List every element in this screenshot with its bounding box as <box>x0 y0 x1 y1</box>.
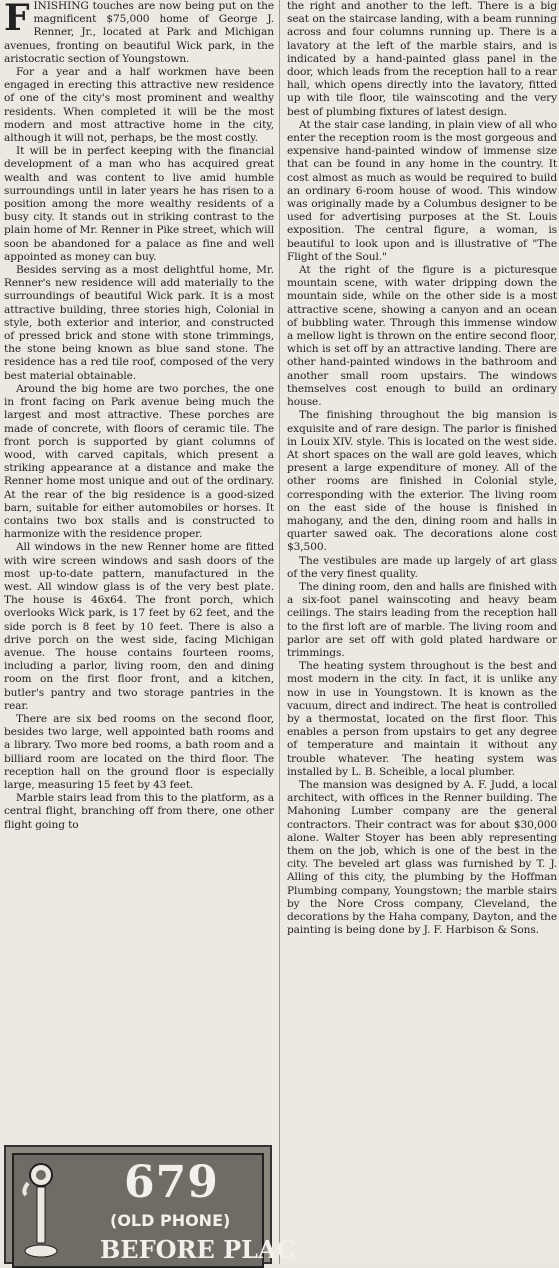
article-paragraph: The vestibules are made up largely of art glass of the very finest quality. <box>287 554 557 580</box>
article-column-right <box>285 0 557 937</box>
article-paragraph: The dining room, den and halls are finished with a six-foot panel wainscoting and heavy beam ceilings. The stairs leading from the reception hall to the first loft are of marble. The living room and parlor are set off with gold plated hardware or trimmings. <box>287 580 557 659</box>
article-paragraph: All windows in the new Renner home are fitted with wire screen windows and sash doors of the most up-to-date pattern, manufactured in the west. All window glass is of the very best plate. The house is 46x64. The front porch, which overlooks Wick park, is 17 feet by 62 feet, and the side porch is 8 feet by 10 feet. There is also a drive porch on the west side, facing Michigan avenue. The house contains fourteen rooms, including a parlor, living room, den and dining room on the first floor front, and a kitchen, butler's pantry and two storage pantries in the rear. <box>4 541 274 712</box>
article-paragraph: At the stair case landing, in plain view of all who enter the reception room is the most gorgeous and expensive hand-painted window of immense size that can be found in any home in the country. It cost almost as much as would be required to build an ordinary 6-room house of wood. This window was originally made by a Columbus designer to be used for advertising purposes at the St. Louis exposition. The central figure, a woman, is beautiful to look upon and is illustrative of "The Flight of the Soul." <box>287 118 557 263</box>
drop-cap: F <box>4 0 30 39</box>
article-column-left <box>4 0 276 832</box>
ad-subtitle: (OLD PHONE) <box>110 1211 231 1230</box>
article-paragraph: The mansion was designed by A. F. Judd, a local architect, with offices in the Renner building. The Mahoning Lumber company are the general contractors. Their contract was for about $30,000 alone. Walter Stoyer has been ably representing them on the job, which is one of the best in the city. The beveled art glass was furnished by T. J. Alling of this city, the plumbing by the Hoffman Plumbing company, Youngstown; the marble stairs by the Nore Cross company, Cleveland, the decorations by the Haha company, Dayton, and the painting is being done by J. F. Harbison & Sons. <box>287 778 557 937</box>
phone-advertisement <box>4 1145 296 1264</box>
article-paragraph: FINISHING touches are now being put on the magnificent $75,000 home of George J. Renner, Jr., located at Park and Michigan avenues, fronting on beautiful Wick park, in the aristocratic section of Youngstown. <box>4 0 274 65</box>
ad-headline: BEFORE PLAC <box>100 1235 296 1264</box>
article-paragraph: The heating system throughout is the best and most modern in the city. In fact, it is unlike any now in use in Youngstown. It is known as the vacuum, direct and indirect. The heat is controlled by a thermostat, located on the first floor. This enables a person from upstairs to get any degree of temperature and maintain it without any trouble whatever. The heating system was installed by L. B. Scheible, a local plumber. <box>287 660 557 778</box>
ad-phone-number: 679 <box>124 1157 219 1208</box>
article-paragraph: The finishing throughout the big mansion is exquisite and of rare design. The parlor is finished in Louix XIV. style. This is located on the west side. At short spaces on the wall are gold leaves, which present a large expenditure of money. All of the other rooms are finished in Colonial style, corresponding with the exterior. The living room on the east side of the house is finished in mahogany, and the den, dining room and halls in quarter sawed oak. The decorations alone cost $3,500. <box>287 409 557 554</box>
article-paragraph: Marble stairs lead from this to the platform, as a central flight, branching off from there, one other flight going to <box>4 792 274 831</box>
article-paragraph: There are six bed rooms on the second floor, besides two large, well appointed bath rooms and a library. Two more bed rooms, a bath room and a billiard room are located on the third floor. The reception hall on the ground floor is especially large, measuring 15 feet by 43 feet. <box>4 712 274 791</box>
article-paragraph: the right and another to the left. There is a big seat on the staircase landing, with a beam running across and four columns running up. There is a lavatory at the left of the marble stairs, and is indicated by a hand-painted glass panel in the door, which leads from the reception hall to a rear hall, which opens directly into the lavatory, fitted up with tile floor, tile wainscoting and the very best of plumbing fixtures of latest design. <box>287 0 557 118</box>
telephone-icon <box>18 1161 64 1261</box>
article-paragraph: For a year and a half workmen have been engaged in erecting this attractive new residence of one of the city's most prominent and wealthy residents. When completed it will be the most modern and most attractive home in the city, although it will not, perhaps, be the most costly. <box>4 66 274 145</box>
article-paragraph: Besides serving as a most delightful home, Mr. Renner's new residence will add materially to the surroundings of beautiful Wick park. It is a most attractive building, three stories high, Colonial in style, both exterior and interior, and constructed of pressed brick and stone with stone trimmings, the stone being known as blue sand stone. The residence has a red tile roof, composed of the very best material obtainable. <box>4 264 274 382</box>
article-paragraph: It will be in perfect keeping with the financial development of a man who has acquired great wealth and was content to live amid humble surroundings until in later years he has risen to a position among the more wealthy residents of a busy city. It stands out in striking contrast to the plain home of Mr. Renner in Pike street, which will soon be abandoned for a palace as fine and well appointed as money can buy. <box>4 145 274 263</box>
column-divider <box>279 0 280 1264</box>
article-paragraph: At the right of the figure is a picturesque mountain scene, with water dripping down the mountain side, while on the other side is a most attractive scene, showing a canyon and an ocean of bubbling water. Through this immense window a mellow light is thrown on the entire second floor, which is set off by an attractive landing. There are other hand-painted windows in the bathroom and another small room upstairs. The windows themselves cost enough to build an ordinary house. <box>287 264 557 409</box>
article-paragraph: Around the big home are two porches, the one in front facing on Park avenue being much the largest and most attractive. These porches are made of concrete, with floors of ceramic tile. The front porch is supported by giant columns of wood, with carved capitals, which present a striking appearance at a distance and make the Renner home most unique and out of the ordinary. At the rear of the big residence is a good-sized barn, suitable for either automobiles or horses. It contains two box stalls and is constructed to harmonize with the residence proper. <box>4 382 274 541</box>
